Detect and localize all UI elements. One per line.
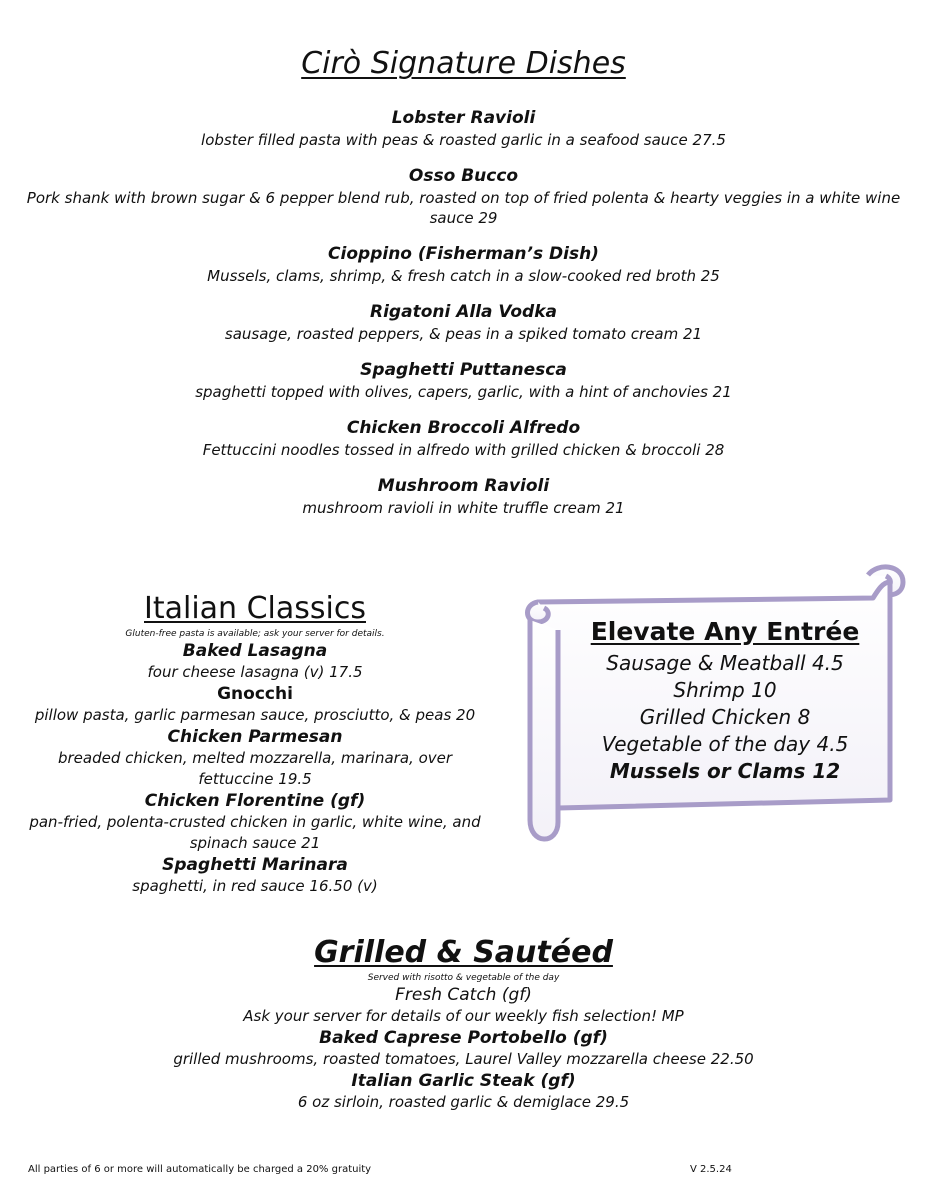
classics-section [15,590,495,897]
dish-name: Spaghetti Marinara [162,855,348,875]
dish-name: Chicken Florentine (gf) [144,791,366,811]
dish-name: Rigatoni Alla Vodka [370,302,557,322]
dish-description: breaded chicken, melted mozzarella, marinara, over fettuccine 19.5 [57,749,453,788]
menu-item [0,164,927,228]
dish-description: pillow pasta, garlic parmesan sauce, prosciutto, & peas 20 [34,706,476,724]
dish-description: Pork shank with brown sugar & 6 pepper blend rub, roasted on top of fried polenta & hearty veggies in a white wine sauce 29 [26,189,901,227]
signature-title: Cirò Signature Dishes [301,46,626,81]
add-on-item: Vegetable of the day 4.5 [601,732,849,756]
dish-description: pan-fried, polenta-crusted chicken in garlic, white wine, and spinach sauce 21 [29,813,481,852]
dish-description: mushroom ravioli in white truffle cream 21 [302,499,625,517]
dish-description: Fettuccini noodles tossed in alfredo with grilled chicken & broccoli 28 [202,441,725,459]
signature-list [0,106,927,532]
dish-description: 6 oz sirloin, roasted garlic & demiglace 29.5 [297,1093,630,1111]
dish-description: Ask your server for details of our weekly fish selection! MP [243,1007,684,1025]
dish-name: Osso Bucco [408,166,519,186]
menu-item [0,300,927,344]
dish-name: Italian Garlic Steak (gf) [351,1071,576,1091]
menu-item [0,416,927,460]
dish-name: Spaghetti Puttanesca [360,360,567,380]
dish-name: Chicken Broccoli Alfredo [346,418,581,438]
dish-name: Gnocchi [217,684,293,704]
dish-description: Mussels, clams, shrimp, & fresh catch in a slow-cooked red broth 25 [207,267,720,285]
dish-description: spaghetti topped with olives, capers, garlic, with a hint of anchovies 21 [195,383,732,401]
dish-name: Mushroom Ravioli [377,476,550,496]
dish-name: Baked Lasagna [182,641,328,661]
classics-note: Gluten-free pasta is available; ask your server for details. [125,629,385,639]
dish-description: lobster filled pasta with peas & roasted garlic in a seafood sauce 27.5 [201,131,726,149]
dish-description: spaghetti, in red sauce 16.50 (v) [132,877,378,895]
dish-name: Chicken Parmesan [167,727,343,747]
dish-name: Baked Caprese Portobello (gf) [319,1028,608,1048]
gratuity-note: All parties of 6 or more will automatically be charged a 20% gratuity [28,1164,372,1175]
add-on-item: Sausage & Meatball 4.5 [606,651,844,675]
elevate-box [566,614,884,785]
elevate-title: Elevate Any Entrée [590,617,860,646]
dish-description: four cheese lasagna (v) 17.5 [147,663,363,681]
dish-description: grilled mushrooms, roasted tomatoes, Laurel Valley mozzarella cheese 22.50 [173,1050,754,1068]
add-on-item: Grilled Chicken 8 [639,705,811,729]
dish-name: Fresh Catch (gf) [395,985,532,1005]
classics-title: Italian Classics [144,591,366,626]
add-on-item: Mussels or Clams 12 [609,759,841,783]
menu-item [0,106,927,150]
add-on-item: Shrimp 10 [673,678,777,702]
menu-item [0,474,927,518]
grilled-note: Served with risotto & vegetable of the day [367,973,560,983]
version-label: V 2.5.24 [690,1164,732,1175]
dish-description: sausage, roasted peppers, & peas in a spiked tomato cream 21 [224,325,703,343]
grilled-section [0,934,927,1113]
grilled-title: Grilled & Sautéed [314,935,613,970]
dish-name: Lobster Ravioli [391,108,536,128]
dish-name: Cioppino (Fisherman’s Dish) [328,244,599,264]
menu-item [0,358,927,402]
menu-item [0,242,927,286]
